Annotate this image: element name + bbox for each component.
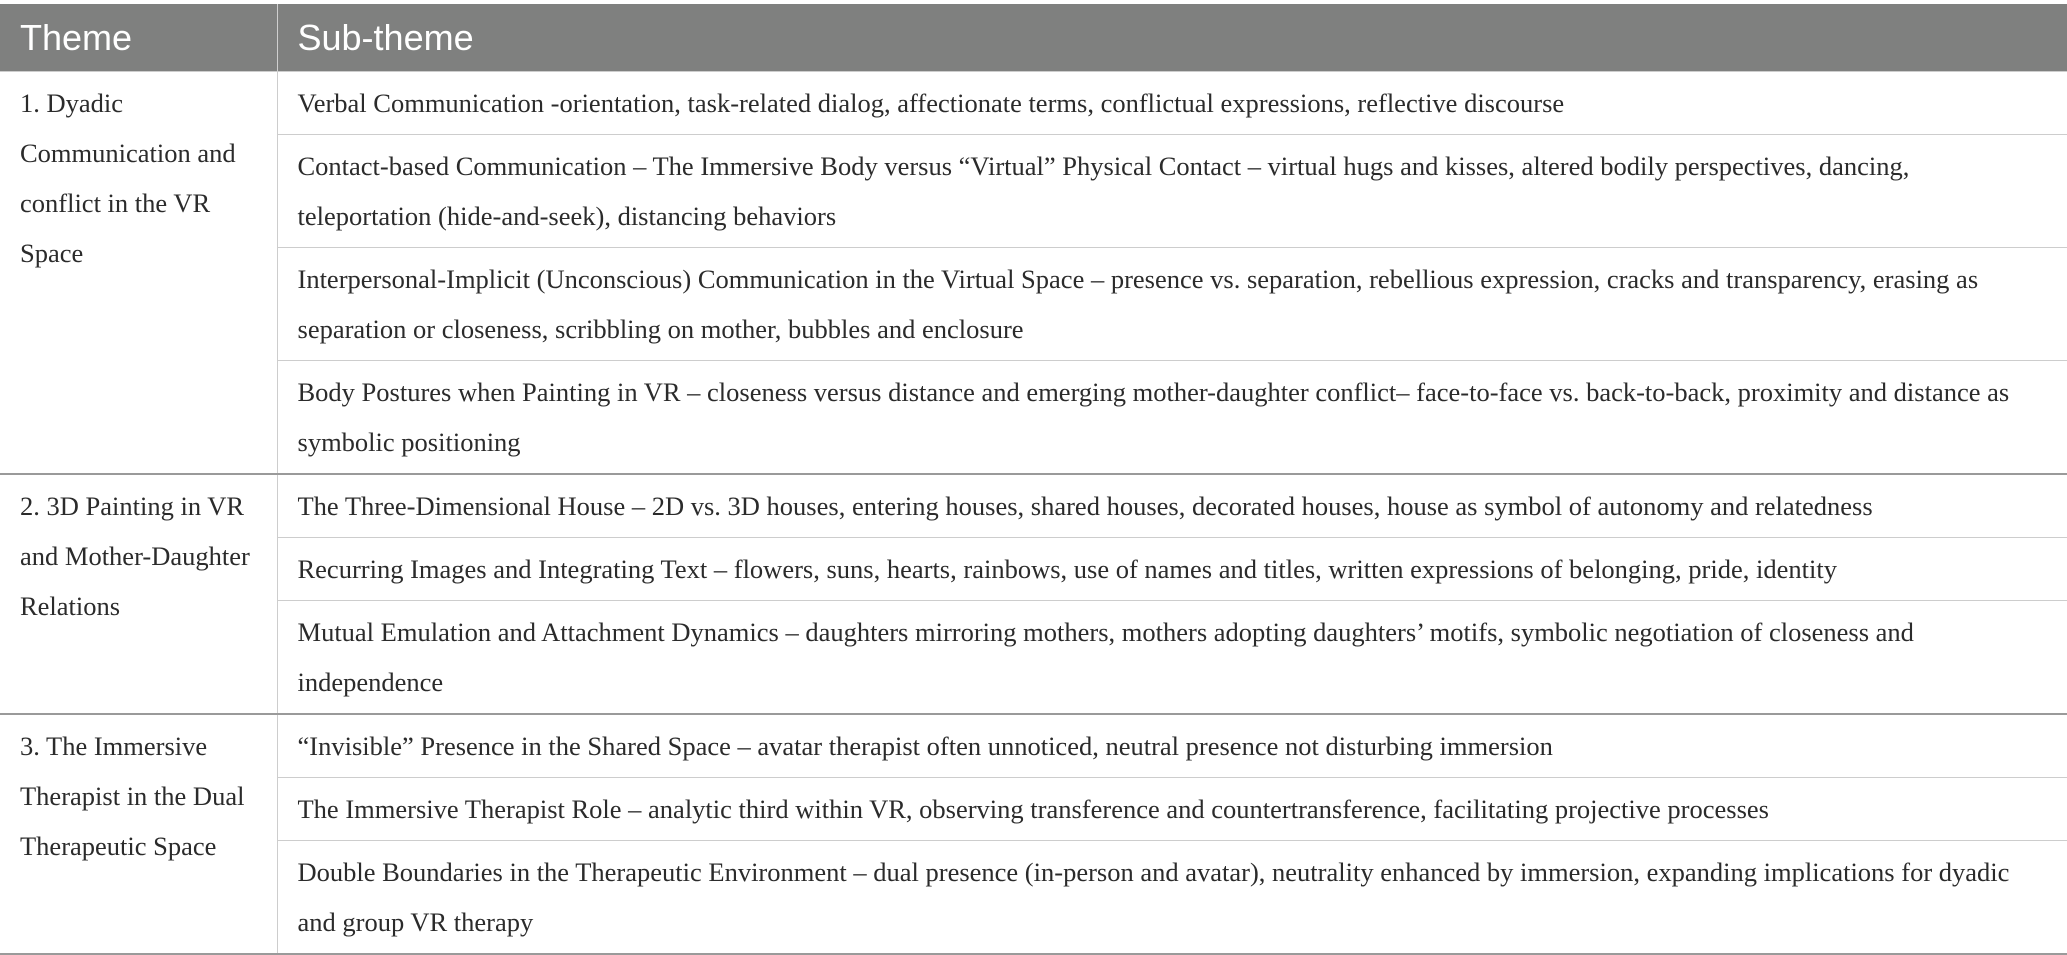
sub-theme-cell: The Three-Dimensional House – 2D vs. 3D houses, entering houses, shared houses, decorated houses, house as symbol of autonomy and relatedness xyxy=(277,474,2067,538)
sub-theme-cell: Interpersonal-Implicit (Unconscious) Communication in the Virtual Space – presence vs. separation, rebellious expression, cracks and transparency, erasing as separation or closeness, scribbling on mother, bubbles and enclosure xyxy=(277,248,2067,361)
table-row xyxy=(0,135,2067,248)
theme-group-3 xyxy=(0,714,2067,954)
themes-table xyxy=(0,4,2067,955)
theme-group-1 xyxy=(0,72,2067,475)
table-row xyxy=(0,361,2067,475)
table-row xyxy=(0,841,2067,955)
sub-theme-cell: “Invisible” Presence in the Shared Space – avatar therapist often unnoticed, neutral presence not disturbing immersion xyxy=(277,714,2067,778)
sub-theme-cell: Contact-based Communication – The Immersive Body versus “Virtual” Physical Contact – virtual hugs and kisses, altered bodily perspectives, dancing, teleportation (hide-and-seek), distancing behaviors xyxy=(277,135,2067,248)
header-theme: Theme xyxy=(0,4,277,72)
table-row xyxy=(0,72,2067,135)
table-row xyxy=(0,778,2067,841)
table-row xyxy=(0,601,2067,715)
theme-cell: 1. Dyadic Communication and conflict in the VR Space xyxy=(0,72,277,475)
table-row xyxy=(0,714,2067,778)
theme-group-2 xyxy=(0,474,2067,714)
sub-theme-cell: Double Boundaries in the Therapeutic Environment – dual presence (in-person and avatar), neutrality enhanced by immersion, expanding implications for dyadic and group VR therapy xyxy=(277,841,2067,955)
sub-theme-cell: The Immersive Therapist Role – analytic third within VR, observing transference and countertransference, facilitating projective processes xyxy=(277,778,2067,841)
theme-cell: 3. The Immersive Therapist in the Dual Therapeutic Space xyxy=(0,714,277,954)
table-row xyxy=(0,248,2067,361)
theme-cell: 2. 3D Painting in VR and Mother-Daughter Relations xyxy=(0,474,277,714)
sub-theme-cell: Recurring Images and Integrating Text – flowers, suns, hearts, rainbows, use of names and titles, written expressions of belonging, pride, identity xyxy=(277,538,2067,601)
sub-theme-cell: Verbal Communication -orientation, task-related dialog, affectionate terms, conflictual expressions, reflective discourse xyxy=(277,72,2067,135)
sub-theme-cell: Mutual Emulation and Attachment Dynamics – daughters mirroring mothers, mothers adopting daughters’ motifs, symbolic negotiation of closeness and independence xyxy=(277,601,2067,715)
header-sub-theme: Sub-theme xyxy=(277,4,2067,72)
table-row xyxy=(0,538,2067,601)
table-row xyxy=(0,474,2067,538)
sub-theme-cell: Body Postures when Painting in VR – closeness versus distance and emerging mother-daughter conflict– face-to-face vs. back-to-back, proximity and distance as symbolic positioning xyxy=(277,361,2067,475)
header-row xyxy=(0,4,2067,72)
